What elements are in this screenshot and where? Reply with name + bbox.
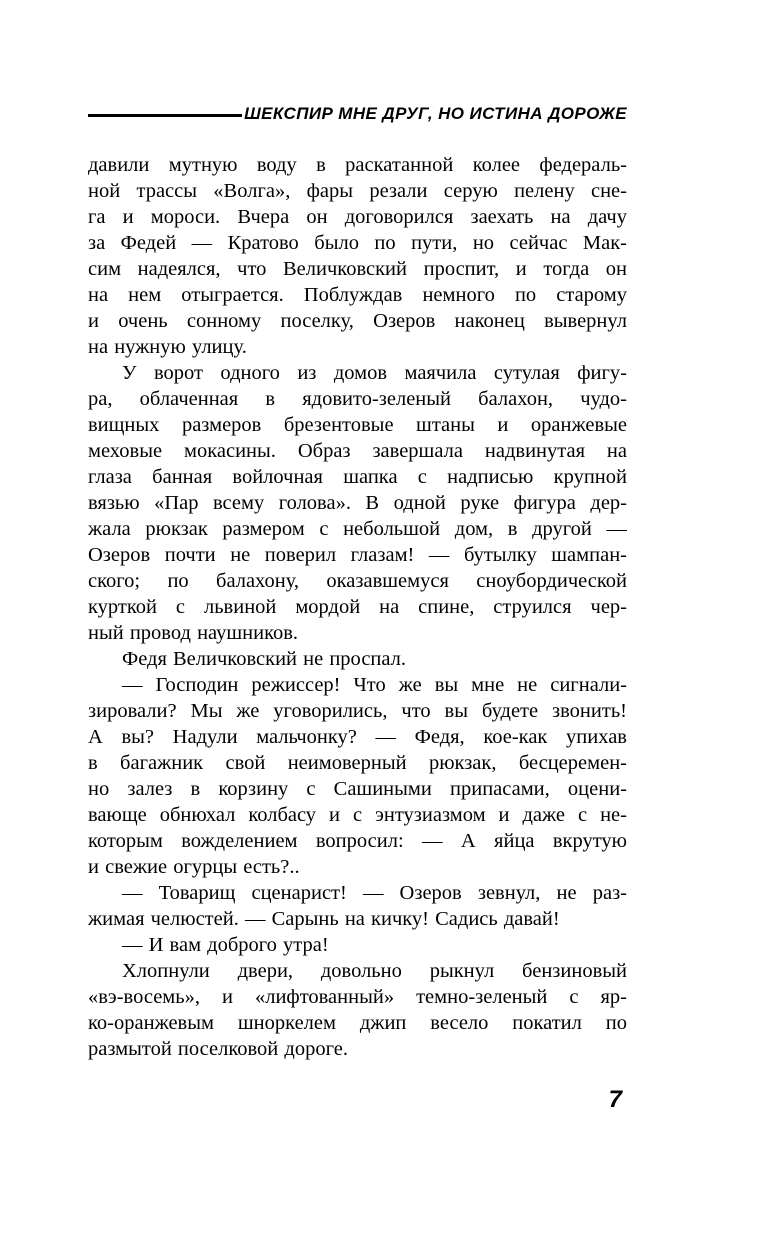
text-line: ра, облаченная в ядовито-зеленый балахон, чудо- [88,388,627,410]
text-line: за Федей — Кратово было по пути, но сейчас Мак- [88,232,627,254]
text-line: меховые мокасины. Образ завершала надвинутая на [88,440,627,462]
page-number: 7 [608,1086,622,1113]
text-line: и очень сонному поселку, Озеров наконец вывернул [88,310,627,332]
text-line: жимая челюстей. — Сарынь на кичку! Садись давай! [88,908,560,930]
text-line: «вэ-восемь», и «лифтованный» темно-зеленый с яр- [88,986,627,1008]
text-line: глаза банная войлочная шапка с надписью крупной [88,466,627,488]
header-title: ШЕКСПИР МНЕ ДРУГ, НО ИСТИНА ДОРОЖЕ [244,104,627,123]
text-line: размытой поселковой дороге. [88,1038,348,1060]
text-line: давили мутную воду в раскатанной колее федераль- [88,154,627,176]
running-header [88,104,627,124]
text-line: но залез в корзину с Сашиными припасами, оцени- [88,778,627,800]
text-line: У ворот одного из домов маячила сутулая фигу- [122,362,627,384]
body-text [88,152,627,1062]
text-line: га и мороси. Вчера он договорился заехать на дачу [88,206,627,228]
text-line: Федя Величковский не проспал. [122,648,407,670]
text-line: зировали? Мы же уговорились, что вы будете звонить! [88,700,627,722]
text-line: жала рюкзак размером с небольшой дом, в другой — [88,518,627,540]
text-line: которым вожделением вопросил: — А яйца вкрутую [88,830,627,852]
text-line: в багажник свой неимоверный рюкзак, бесцеремен- [88,752,627,774]
text-line: ко-оранжевым шноркелем джип весело покатил по [88,1012,627,1034]
header-rule [88,114,242,117]
text-line: — Товарищ сценарист! — Озеров зевнул, не раз- [122,882,627,904]
text-line: — И вам доброго утра! [122,934,329,956]
text-line: сим надеялся, что Величковский проспит, и тогда он [88,258,627,280]
text-line: и свежие огурцы есть?.. [88,856,300,878]
text-line: на нем отыграется. Поблуждав немного по старому [88,284,627,306]
text-line: вязью «Пар всему голова». В одной руке фигура дер- [88,492,627,514]
text-line: Хлопнули двери, довольно рыкнул бензиновый [122,960,627,982]
text-line: на нужную улицу. [88,336,247,358]
text-line: Озеров почти не поверил глазам! — бутылку шампан- [88,544,627,566]
text-line: — Господин режиссер! Что же вы мне не сигнали- [122,674,627,696]
text-line: вищных размеров брезентовые штаны и оранжевые [88,414,627,436]
text-line: ной трассы «Волга», фары резали серую пелену сне- [88,180,627,202]
text-line: курткой с львиной мордой на спине, струился чер- [88,596,627,618]
text-line: ный провод наушников. [88,622,299,644]
text-line: ского; по балахону, оказавшемуся сноубордической [88,570,627,592]
text-line: вающе обнюхал колбасу и с энтузиазмом и даже с не- [88,804,627,826]
text-line: А вы? Надули мальчонку? — Федя, кое-как упихав [88,726,627,748]
